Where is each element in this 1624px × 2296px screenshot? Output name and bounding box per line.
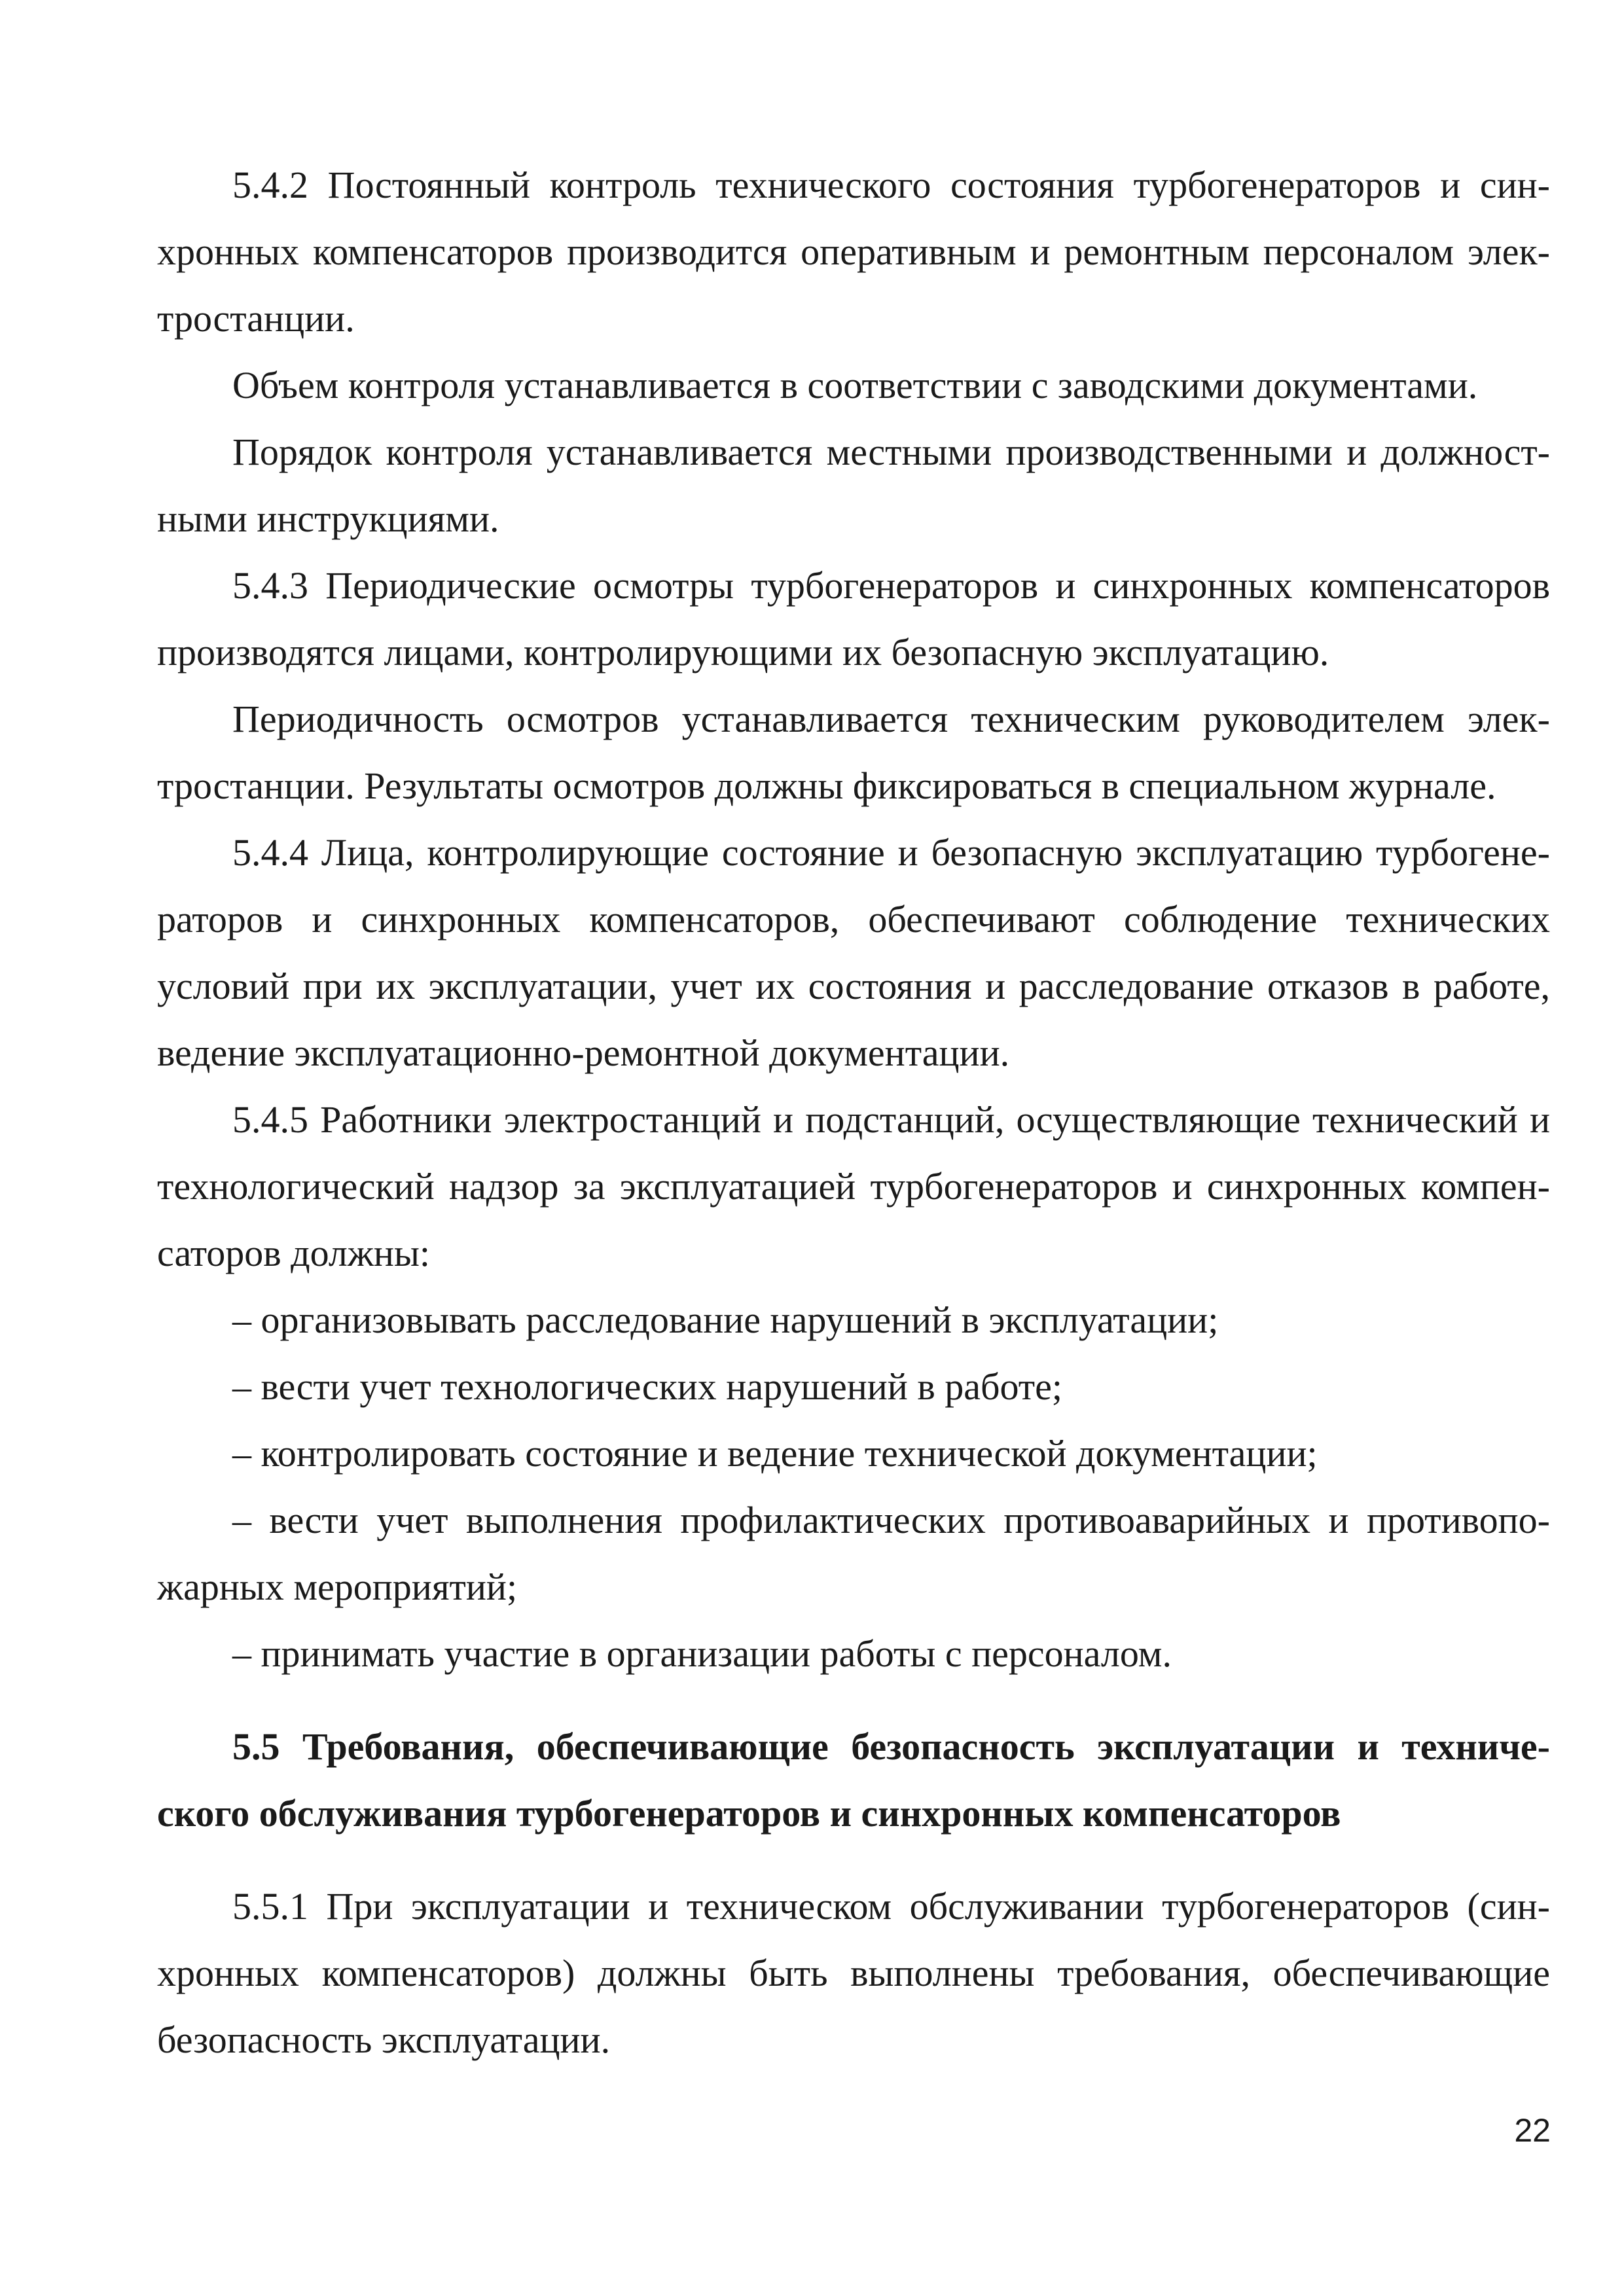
paragraph-5-5-1: 5.5.1 При эксплуатации и техническом обслуживании турбогенераторов (синхронных компенсаторов) должны быть выполнены требования, обеспечивающие безопасность эксплуатации.: [157, 1885, 1550, 2061]
paragraph-5-4-4: 5.4.4 Лица, контролирующие состояние и безопасную эксплуатацию турбогенераторов и синхронных компенсаторов, обеспечивают соблюдение технических условий при их эксплуатации, учет их состояния и расследование отказов в работе, ведение эксплуатационно-ремонтной документации.: [157, 831, 1550, 1074]
list-item: – организовывать расследование нарушений в эксплуатации;: [232, 1299, 1219, 1341]
document-body: [157, 152, 1550, 2073]
paragraph-5-4-2: 5.4.2 Постоянный контроль технического состояния турбогенераторов и синхронных компенсаторов производится оперативным и ремонтным персоналом электростанции.: [157, 164, 1550, 340]
list-item: – вести учет выполнения профилактических противоаварийных и противопожарных мероприятий;: [157, 1499, 1550, 1608]
section-heading-5-5: 5.5 Требования, обеспечивающие безопасность эксплуатации и технического обслуживания турбогенераторов и синхронных компенсаторов: [157, 1725, 1550, 1835]
page-number: 22: [1514, 2112, 1551, 2149]
paragraph-5-4-5: 5.4.5 Работники электростанций и подстанций, осуществляющие технический и технологический надзор за эксплуатацией турбогенераторов и синхронных компенсаторов должны:: [157, 1098, 1550, 1274]
list-item: – вести учет технологических нарушений в работе;: [232, 1365, 1062, 1408]
list-item: – принимать участие в организации работы с персоналом.: [232, 1632, 1172, 1675]
paragraph-5-4-3: 5.4.3 Периодические осмотры турбогенераторов и синхронных компенсаторов производятся лицами, контролирующими их безопасную эксплуатацию.: [157, 564, 1550, 673]
paragraph-inspection-frequency: Периодичность осмотров устанавливается техническим руководителем электростанции. Результаты осмотров должны фиксироваться в специальном журнале.: [157, 698, 1550, 807]
paragraph-control-scope: Объем контроля устанавливается в соответствии с заводскими документами.: [232, 364, 1478, 406]
paragraph-control-order: Порядок контроля устанавливается местными производственными и должностными инструкциями.: [157, 431, 1550, 540]
list-item: – контролировать состояние и ведение технической документации;: [232, 1432, 1318, 1475]
